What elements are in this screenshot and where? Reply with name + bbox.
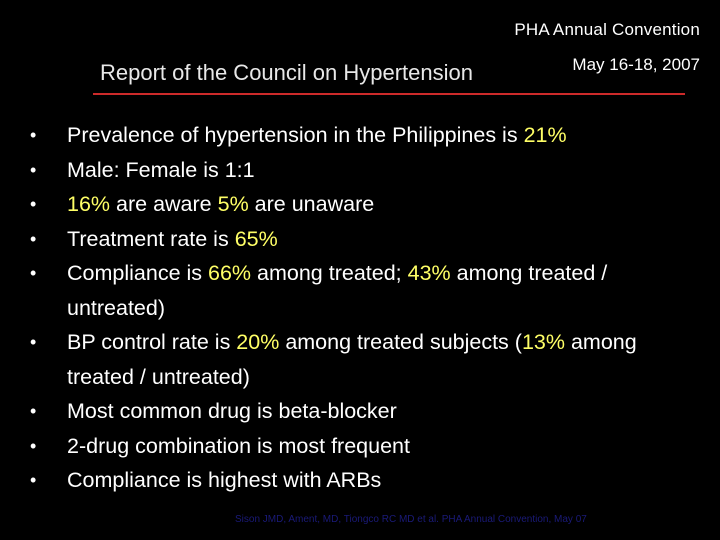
bullet-item xyxy=(30,187,700,222)
convention-name: PHA Annual Convention xyxy=(514,20,700,39)
bullet-item xyxy=(30,463,700,498)
highlight-value: 5% xyxy=(217,192,249,216)
bullet-icon: • xyxy=(30,332,37,352)
bullet-item xyxy=(30,222,700,257)
bullet-icon: • xyxy=(30,194,37,214)
bullet-icon: • xyxy=(30,228,37,249)
bullet-icon: • xyxy=(30,470,37,490)
highlight-value: 20% xyxy=(236,330,280,354)
bullet-icon: • xyxy=(30,125,37,145)
highlight-value: 43% xyxy=(407,261,451,285)
highlight-value: 66% xyxy=(208,261,252,285)
bullet-text: are unaware xyxy=(248,192,375,216)
bullet-item xyxy=(30,153,700,188)
bullet-item xyxy=(30,118,700,153)
bullet-item xyxy=(30,256,700,325)
highlight-value: 16% xyxy=(67,192,111,216)
bullet-list xyxy=(30,118,700,498)
bullet-text: among treated subjects ( xyxy=(279,330,522,354)
bullet-text: are aware xyxy=(110,192,218,216)
bullet-text: BP control rate is xyxy=(67,330,237,354)
bullet-icon: • xyxy=(30,435,37,456)
highlight-value: 65% xyxy=(234,226,278,251)
bullet-item xyxy=(30,394,700,429)
bullet-text: Most common drug is beta-blocker xyxy=(67,399,397,423)
bullet-item xyxy=(30,429,700,464)
bullet-text: 2-drug combination is most frequent xyxy=(67,433,410,458)
slide-title: Report of the Council on Hypertension xyxy=(100,60,473,85)
bullet-icon: • xyxy=(30,263,37,283)
title-divider xyxy=(93,93,685,95)
bullet-text: Treatment rate is xyxy=(67,226,235,251)
bullet-text: Compliance is highest with ARBs xyxy=(67,468,382,492)
bullet-icon: • xyxy=(30,401,37,421)
bullet-text: Prevalence of hypertension in the Philippines is xyxy=(67,123,524,147)
highlight-value: 21% xyxy=(523,123,567,147)
convention-date: May 16-18, 2007 xyxy=(572,55,700,74)
bullet-text: among treated / untreated) xyxy=(67,261,608,320)
bullet-text: Male: Female is 1:1 xyxy=(67,157,255,182)
citation-footer: Sison JMD, Ament, MD, Tiongco RC MD et al. PHA Annual Convention, May 07 xyxy=(235,514,587,525)
bullet-text: among treated / untreated) xyxy=(67,330,637,389)
bullet-text: Compliance is xyxy=(67,261,208,285)
bullet-text: among treated; xyxy=(251,261,408,285)
bullet-icon: • xyxy=(30,159,37,180)
bullet-item xyxy=(30,325,700,394)
highlight-value: 13% xyxy=(521,330,565,354)
